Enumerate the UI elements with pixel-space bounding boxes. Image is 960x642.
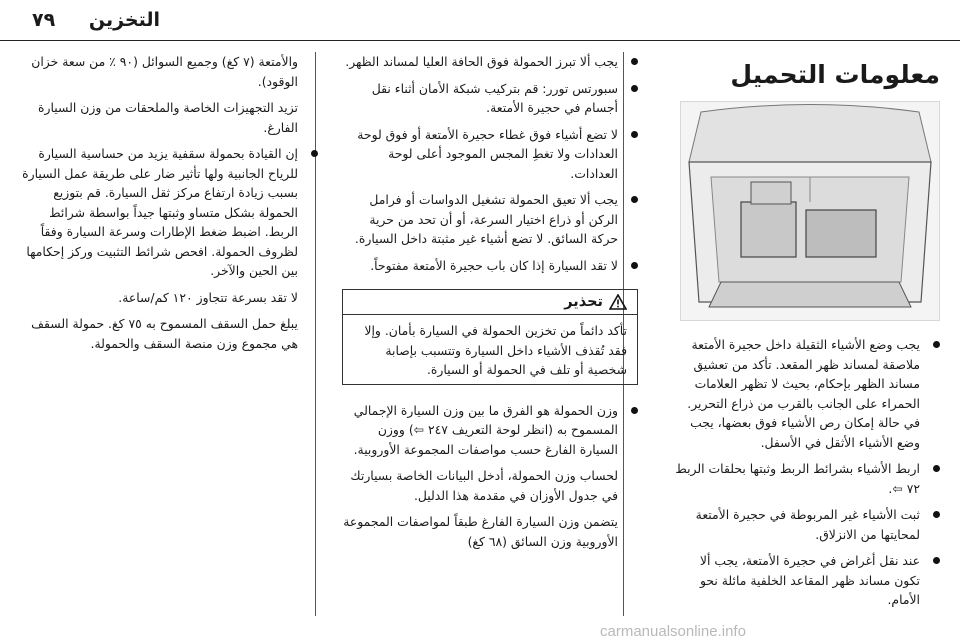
trunk-photo [680, 101, 940, 321]
body-paragraph: يتضمن وزن السيارة الفارغ طبقاً لمواصفات المجموعة الأوروبية وزن السائق (٦٨ كغ) [343, 514, 618, 549]
body-paragraph: تزيد التجهيزات الخاصة والملحقات من وزن السيارة الفارغ. [38, 100, 298, 135]
warning-title: تحذير [564, 294, 603, 310]
body-paragraph: يبلغ حمل السقف المسموح به ٧٥ كغ. حمولة السقف هي مجموع وزن منصة السقف والحمولة. [31, 316, 298, 351]
list-item: لا تقد السيارة إذا كان باب حجيرة الأمتعة مفتوحاً. [342, 256, 638, 276]
bullet-icon [933, 557, 940, 564]
left-column [18, 52, 318, 620]
list-item: إن القيادة بحمولة سقفية يزيد من حساسية السيارة للرياح الجانبية ولها تأثير ضار على طريقة عمل السيارة بسبب زيادة ارتفاع مركز ثقل السيارة. قم بتوزيع الحمولة بشكل متساو وثبتها جيداً بواسطة شرائط الربط. اضبط ضغط الإطارات وسرعة السيارة وفقاً لظروف الحمولة. افحص شرائط التثبيت وركز إحكامها بين الحين والآخر. [18, 144, 318, 281]
body-paragraph: لحساب وزن الحمولة، أدخل البيانات الخاصة بسيارتك في جدول الأوزان في مقدمة هذا الدليل. [350, 468, 618, 503]
bullet-icon [933, 511, 940, 518]
warning-body: تأكد دائماً من تخزين الحمولة في السيارة بأمان. وإلا فقد تُقذف الأشياء داخل السيارة وتتسبب بإصابة شخصية أو تلف في الحمولة أو السيارة. [364, 323, 627, 377]
warning-box [342, 289, 638, 385]
bullet-icon [631, 85, 638, 92]
list-item: يجب وضع الأشياء الثقيلة داخل حجيرة الأمتعة ملاصقة لمساند ظهر المقعد. تأكد من تعشيق مساند الظهر بإحكام، بحيث لا تظهر العلامات الحمراء على الجانب بالقرب من ذراع التحرير. في حالة إمكان رص الأشياء فوق بعضها، يجب وضع الأشياء الأثقل في الأسفل. [672, 335, 940, 452]
list-item: لا تضع أشياء فوق غطاء حجيرة الأمتعة أو فوق لوحة العدادات ولا تغطِ المجس الموجود أعلى لوحة العدادات. [342, 125, 638, 184]
warning-triangle-icon [609, 294, 627, 310]
watermark: carmanualsonline.info [600, 623, 746, 640]
list-item: وزن الحمولة هو الفرق ما بين وزن السيارة الإجمالي المسموح به (انظر لوحة التعريف ٢٤٧ ⇦) ووزن السيارة الفارغ حسب مواصفات المجموعة الأوروبية. [342, 401, 638, 460]
bullet-icon [311, 150, 318, 157]
page-header [0, 0, 960, 41]
warning-header [343, 290, 637, 315]
trunk-illustration-icon [681, 102, 939, 320]
list-item: عند نقل أغراض في حجيرة الأمتعة، يجب ألا تكون مساند ظهر المقاعد الخلفية مائلة نحو الأمام. [672, 551, 940, 610]
bullet-icon [933, 465, 940, 472]
middle-column [342, 52, 638, 620]
right-column [672, 52, 940, 620]
body-paragraph: والأمتعة (٧ كغ) وجميع السوائل (٩٠ ٪ من سعة خزان الوقود). [31, 54, 298, 89]
bullet-icon [933, 341, 940, 348]
list-item: يجب ألا تعيق الحمولة تشغيل الدواسات أو فرامل الركن أو ذراع اختيار السرعة، أو أن تحد من حرية حركة السائق. لا تضع أشياء غير مثبتة داخل السيارة. [342, 190, 638, 249]
page-number: ٧٩ [32, 9, 56, 31]
running-title: التخزين [88, 9, 160, 31]
body-paragraph: لا تقد بسرعة تتجاوز ١٢٠ كم/ساعة. [118, 289, 298, 305]
list-item: يجب ألا تبرز الحمولة فوق الحافة العليا لمساند الظهر. [342, 52, 638, 72]
bullet-icon [631, 131, 638, 138]
bullet-icon [631, 196, 638, 203]
list-item: ثبت الأشياء غير المربوطة في حجيرة الأمتعة لمحايتها من الانزلاق. [672, 505, 940, 544]
section-title: معلومات التحميل [730, 60, 940, 89]
bullet-icon [631, 58, 638, 65]
bullet-icon [631, 407, 638, 414]
list-item: سبورتس تورر: قم بتركيب شبكة الأمان أثناء نقل أجسام في حجيرة الأمتعة. [342, 79, 638, 118]
list-item: اربط الأشياء بشرائط الربط وثبتها بحلقات الربط ٧٢ ⇦. [672, 459, 940, 498]
bullet-icon [631, 262, 638, 269]
